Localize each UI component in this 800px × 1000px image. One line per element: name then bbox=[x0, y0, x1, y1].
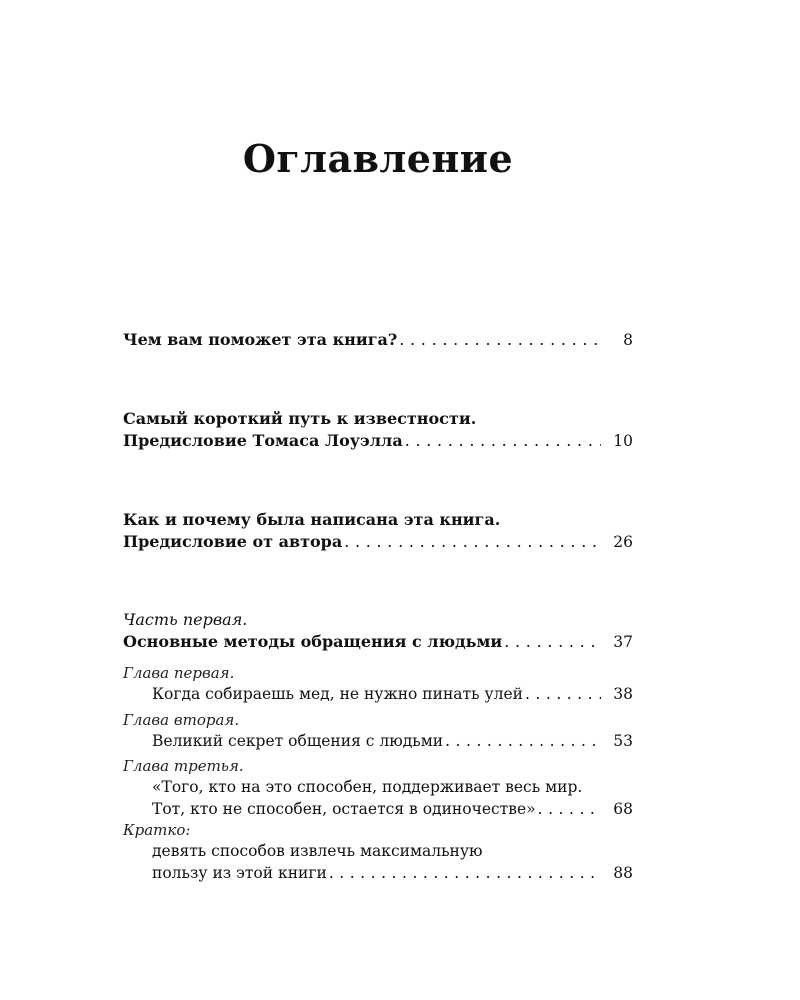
page-number: 8 bbox=[623, 331, 633, 349]
dot-leader bbox=[399, 329, 601, 351]
summary-title-continued: пользу из этой книги bbox=[152, 864, 327, 882]
toc-entry-chapter-one[interactable] bbox=[123, 663, 633, 705]
dot-leader bbox=[538, 798, 601, 820]
chapter-title: Когда собираешь мед, не нужно пинать улей bbox=[152, 685, 523, 703]
chapter-label: Глава первая. bbox=[123, 664, 235, 682]
page-title: Оглавление bbox=[242, 136, 514, 181]
toc-entry-part-one[interactable] bbox=[123, 609, 633, 653]
dot-leader bbox=[504, 631, 601, 653]
dot-leader bbox=[405, 430, 601, 452]
toc-entry-title: Чем вам поможет эта книга? bbox=[123, 330, 398, 349]
dot-leader bbox=[329, 862, 601, 884]
dot-leader bbox=[344, 531, 601, 553]
page-number: 38 bbox=[613, 685, 633, 703]
chapter-title: «Того, кто на это способен, поддерживает весь мир. bbox=[152, 778, 583, 796]
toc-entry-author-preface[interactable] bbox=[123, 509, 633, 553]
toc-entry-intro[interactable] bbox=[123, 329, 633, 351]
part-title: Основные методы обращения с людьми bbox=[123, 632, 503, 651]
toc-entry-chapter-three[interactable] bbox=[123, 756, 633, 820]
dot-leader bbox=[525, 683, 601, 705]
chapter-label: Глава вторая. bbox=[123, 711, 240, 729]
toc-entry-chapter-two[interactable] bbox=[123, 710, 633, 752]
dot-leader bbox=[445, 730, 601, 752]
toc-entry-summary[interactable] bbox=[123, 820, 633, 884]
summary-title: девять способов извлечь максимальную bbox=[152, 842, 483, 860]
part-label: Часть первая. bbox=[123, 610, 248, 629]
toc-entry-subtitle: Предисловие Томаса Лоуэлла bbox=[123, 431, 403, 450]
page-number: 10 bbox=[613, 432, 633, 450]
page-number: 88 bbox=[613, 864, 633, 882]
toc-entry-subtitle: Предисловие от автора bbox=[123, 532, 343, 551]
chapter-title-continued: Тот, кто не способен, остается в одиночестве» bbox=[152, 800, 536, 818]
chapter-title: Великий секрет общения с людьми bbox=[152, 732, 444, 750]
summary-label: Кратко: bbox=[123, 821, 191, 839]
toc-entry-title: Как и почему была написана эта книга. bbox=[123, 510, 501, 529]
toc-entry-foreword-lowell[interactable] bbox=[123, 408, 633, 452]
page-number: 37 bbox=[613, 633, 633, 651]
page-number: 26 bbox=[613, 533, 633, 551]
toc-entry-title: Самый короткий путь к известности. bbox=[123, 409, 477, 428]
chapter-label: Глава третья. bbox=[123, 757, 244, 775]
page-number: 53 bbox=[613, 732, 633, 750]
page-number: 68 bbox=[613, 800, 633, 818]
